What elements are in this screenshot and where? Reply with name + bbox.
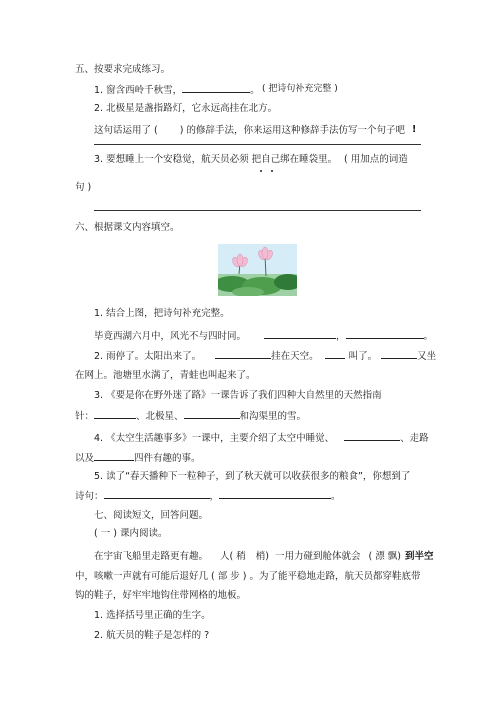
s6-q3: 3. 《要是你在野外迷了路》一课告诉了我们四种大自然里的天然指南: [94, 390, 382, 401]
s6-q5-d: 。: [331, 491, 341, 502]
s6-q3-b: 针：: [75, 411, 95, 422]
s6-q2-blank-1[interactable]: [215, 349, 271, 359]
s6-q1-blank-2[interactable]: [346, 329, 424, 339]
s7-q2: 2. 航天员的鞋子是怎样的 ?: [94, 630, 210, 641]
s6-q4-blank-2[interactable]: [94, 451, 134, 461]
s7-p3: 钩的鞋子，好牢牢地钩住带网格的地板。: [75, 590, 247, 601]
s6-q1-blank-1[interactable]: [264, 329, 336, 339]
s5-q1: [94, 83, 260, 97]
s5-q2-prompt-b: ) 的修辞手法，你来运用这种修辞手法仿写一个句子吧: [179, 125, 405, 136]
section5-heading: 五、按要求完成练习。: [75, 64, 171, 75]
s6-q4-a: 4. 《太空生活趣事多》一课中: [94, 433, 221, 444]
s5-q1-blank[interactable]: [182, 83, 250, 93]
s5-q1-text: 1. 窗含西岭千秋雪，: [94, 85, 183, 96]
s6-q2-blank-2[interactable]: [325, 349, 345, 359]
s6-q2-c: 叫了。: [348, 351, 378, 362]
s7-p1-c: 梢): [255, 551, 269, 562]
s6-q3-blank-2[interactable]: [184, 409, 240, 419]
s7-p1-b: 人( 稍: [220, 551, 246, 562]
s7-sub: ( 一 ) 课内阅读。: [94, 528, 168, 539]
section7-heading: 七、阅读短文，回答问题。: [94, 510, 209, 521]
s5-q3-answer-line[interactable]: [94, 210, 421, 211]
s7-p1-a: 在宇宙飞船里走路更有趣。: [94, 551, 209, 562]
s6-q4-d: 以及: [75, 453, 95, 464]
s6-q1: 1. 结合上图，把诗句补充完整。: [94, 308, 230, 319]
s6-q3-c: 、北极星、: [136, 411, 184, 422]
s5-q3-note: ( 用加点的词造: [344, 154, 408, 165]
s5-q2-answer-line[interactable]: [94, 144, 421, 145]
emphasis-dot: [271, 170, 273, 172]
s5-q2-exclaim: !: [412, 124, 417, 135]
s6-q4-c: 、走路: [400, 433, 429, 444]
s6-q4-cont: [75, 451, 201, 465]
s7-q1: 1. 选择括号里正确的生字。: [94, 610, 211, 621]
s6-q5-blank-2[interactable]: [219, 489, 331, 499]
s5-q1-end: 。: [250, 85, 260, 96]
s5-q3: 3. 要想睡上一个安稳觉，航天员必须 把自己绑在睡袋里。: [94, 154, 338, 165]
s6-q4: [94, 431, 429, 445]
s5-q2: 2. 北极星是盏指路灯，它永远高挂在北方。: [94, 103, 278, 114]
s7-p2: 中，咳嗽一声就有可能后退好几 ( 部 步 ) 。为了能平稳地走路，航天员都穿鞋底带: [75, 571, 421, 582]
s5-q1-note: ( 把诗句补充完整 ): [262, 84, 338, 94]
s6-q1-end: 。: [423, 331, 434, 342]
s6-q1-line: 毕竟西湖六月中，风光不与四时同。 ， 。: [94, 331, 434, 342]
s6-q5-b: 诗句：: [75, 491, 104, 502]
emphasis-dot: [260, 170, 262, 172]
s6-q5-blank-1[interactable]: [104, 489, 210, 499]
s6-q1-poem: 毕竟西湖六月中，风光不与四时同。: [94, 331, 247, 342]
s5-q2-prompt: [94, 124, 405, 137]
s6-q3-d: 和沟渠里的雪。: [239, 411, 307, 422]
s6-q2-d: 又坐: [417, 351, 437, 362]
s6-q5-c: ，: [209, 491, 220, 502]
s6-q4-b: ，主要介绍了太空中睡觉、: [220, 433, 335, 444]
s6-q2-blank-3[interactable]: [381, 349, 417, 359]
s6-q2-a: 2. 雨停了。太阳出来了。: [94, 351, 202, 362]
s6-q4-blank-1[interactable]: [344, 431, 400, 441]
s7-p1-e: ( 漂 飘): [368, 551, 401, 562]
s5-q3-cont: 句 ): [75, 182, 92, 193]
s6-q5-cont: [75, 489, 341, 503]
s7-p1-f: 到半空: [404, 551, 434, 562]
lotus-pond-picture: [218, 244, 297, 296]
section6-heading: 六、根据课文内容填空。: [75, 222, 180, 233]
s5-q2-paren-blank[interactable]: [158, 124, 180, 133]
s6-q2-b: 挂在天空。: [271, 351, 319, 362]
s6-q2: [94, 349, 436, 363]
s6-q3-cont: [75, 409, 306, 423]
s6-q4-e: 四件有趣的事。: [134, 453, 201, 464]
s6-q5: 5. 读了“春天播种下一粒种子，到了秋天就可以收获很多的粮食”，你想到了: [94, 471, 411, 482]
s6-q3-blank-1[interactable]: [94, 409, 136, 419]
s7-p1-d: 一用力碰到舱体就会: [274, 551, 361, 562]
s6-q2-cont: 在网上。池塘里水满了，青蛙也叫起来了。: [75, 370, 256, 381]
s7-p1: [94, 551, 433, 563]
s5-q2-prompt-a: 这句话运用了 (: [94, 125, 158, 136]
